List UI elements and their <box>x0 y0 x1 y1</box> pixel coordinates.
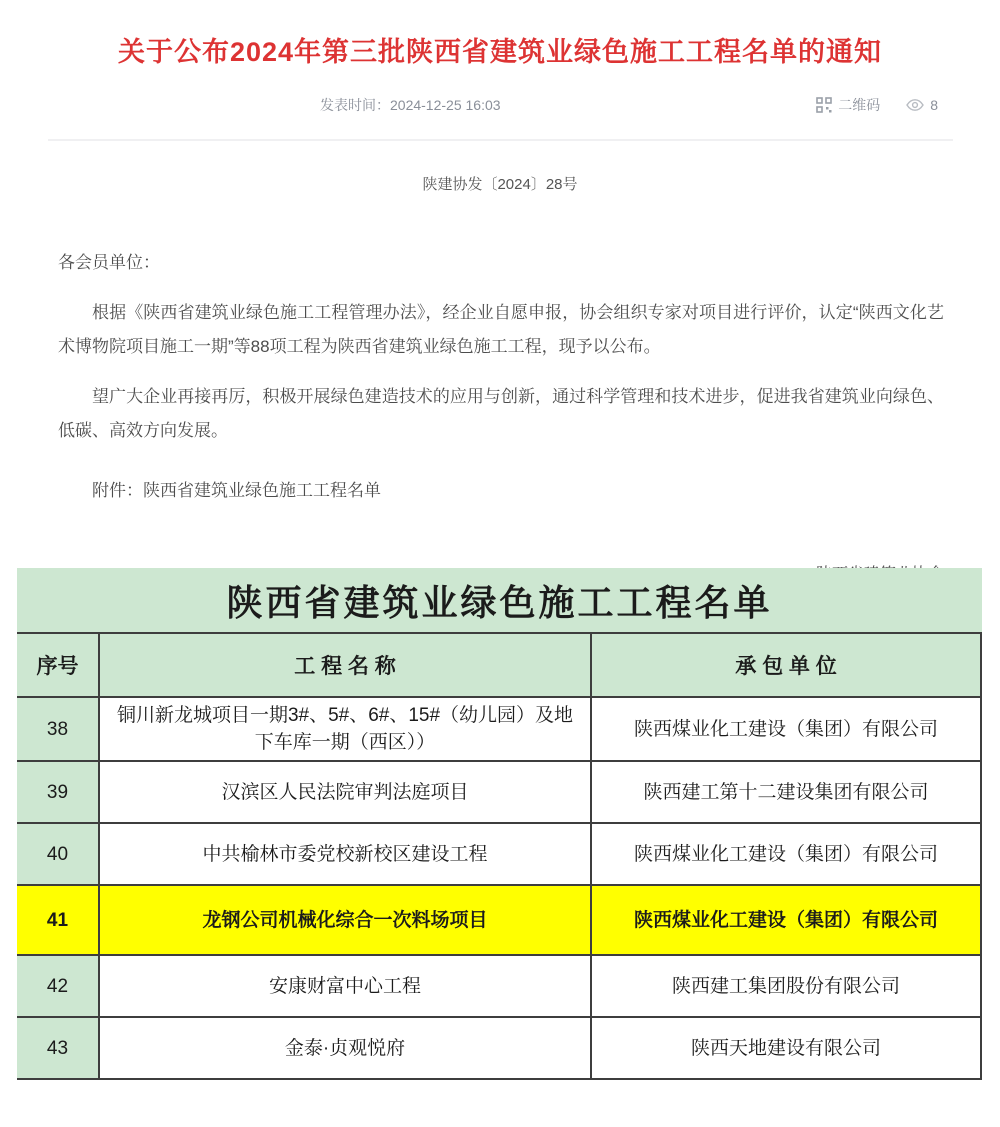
row-number-cell: 38 <box>17 698 100 762</box>
row-number-cell: 42 <box>17 956 100 1018</box>
contractor-cell: 陕西建工集团股份有限公司 <box>592 956 982 1018</box>
qrcode-icon <box>816 97 832 113</box>
paragraph: 根据《陕西省建筑业绿色施工工程管理办法》，经企业自愿申报，协会组织专家对项目进行评价，认定“陕西文化艺术博物院项目施工一期”等88项工程为陕西省建筑业绿色施工工程，现予以公布。 <box>58 303 944 356</box>
project-table <box>17 568 982 1080</box>
contractor-cell: 陕西煤业化工建设（集团）有限公司 <box>592 886 982 956</box>
view-count <box>906 97 938 113</box>
project-name-cell: 汉滨区人民法院审判法庭项目 <box>100 762 592 824</box>
attachment-line: 附件：陕西省建筑业绿色施工工程名单 <box>92 481 381 500</box>
salutation: 各会员单位： <box>58 253 160 272</box>
column-header-project: 工 程 名 称 <box>100 634 592 698</box>
contractor-cell: 陕西建工第十二建设集团有限公司 <box>592 762 982 824</box>
row-number-cell: 43 <box>17 1018 100 1080</box>
table-title: 陕西省建筑业绿色施工工程名单 <box>17 568 982 634</box>
header-divider <box>48 139 953 141</box>
table-header-row <box>17 634 982 698</box>
table-row <box>17 824 982 886</box>
table-row <box>17 762 982 824</box>
column-header-contractor: 承 包 单 位 <box>592 634 982 698</box>
column-header-no: 序号 <box>17 634 100 698</box>
project-name-cell: 安康财富中心工程 <box>100 956 592 1018</box>
project-name-cell: 铜川新龙城项目一期3#、5#、6#、15#（幼儿园）及地下车库一期（西区）） <box>100 698 592 762</box>
eye-icon <box>906 98 924 112</box>
table-row <box>17 698 982 762</box>
table-row <box>17 886 982 956</box>
qrcode-button[interactable] <box>816 95 880 115</box>
paragraph: 望广大企业再接再厉，积极开展绿色建造技术的应用与创新，通过科学管理和技术进步，促进我省建筑业向绿色、低碳、高效方向发展。 <box>58 387 944 440</box>
meta-row <box>0 95 1000 115</box>
contractor-cell: 陕西煤业化工建设（集团）有限公司 <box>592 698 982 762</box>
contractor-cell: 陕西煤业化工建设（集团）有限公司 <box>592 824 982 886</box>
table-row <box>17 956 982 1018</box>
document-number: 陕建协发〔2024〕28号 <box>422 176 578 193</box>
contractor-cell: 陕西天地建设有限公司 <box>592 1018 982 1080</box>
row-number-cell: 39 <box>17 762 100 824</box>
view-count-value: 8 <box>930 97 938 113</box>
row-number-cell: 41 <box>17 886 100 956</box>
row-number-cell: 40 <box>17 824 100 886</box>
qrcode-label: 二维码 <box>838 97 881 113</box>
project-name-cell: 金泰·贞观悦府 <box>100 1018 592 1080</box>
publish-time: 发表时间：2024-12-25 16:03 <box>320 97 501 113</box>
table-row <box>17 1018 982 1080</box>
page-title: 关于公布2024年第三批陕西省建筑业绿色施工工程名单的通知 <box>117 37 883 67</box>
project-name-cell: 龙钢公司机械化综合一次料场项目 <box>100 886 592 956</box>
project-name-cell: 中共榆林市委党校新校区建设工程 <box>100 824 592 886</box>
